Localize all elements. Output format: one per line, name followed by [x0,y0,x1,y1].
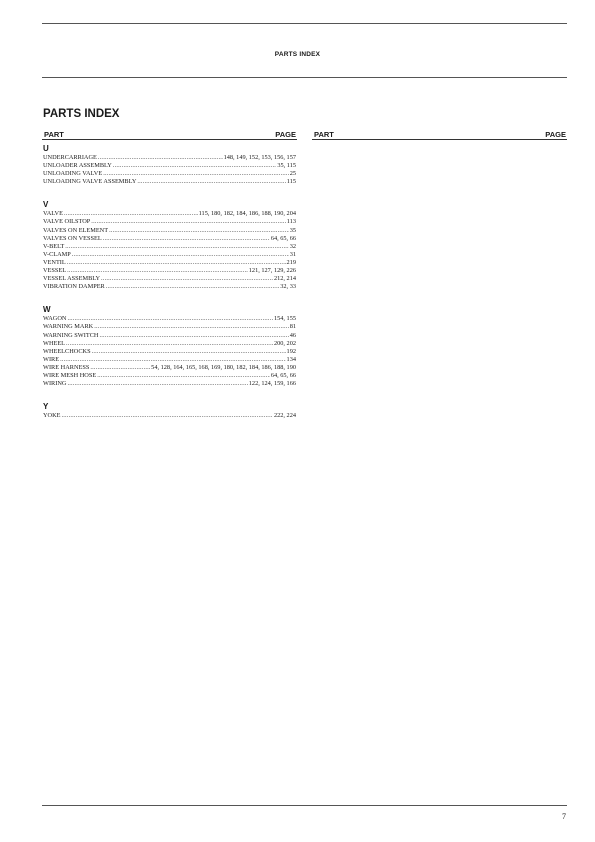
section-letter: Y [43,402,49,412]
index-entry [43,332,296,340]
dot-leader [67,380,247,388]
index-entry [43,210,296,218]
index-entry [43,348,296,356]
part-name: VALVE OILSTOP [43,218,91,226]
page-number: 7 [562,812,566,821]
page-column-label: PAGE [545,130,566,139]
page-refs: 192 [286,347,296,355]
part-name: WIRE HARNESS [43,363,90,371]
dot-leader [62,412,273,420]
part-name: YOKE [43,412,61,420]
index-entry [43,154,296,162]
index-entry [43,227,296,235]
page-refs: 31 [289,250,296,258]
section-gap [43,291,296,304]
part-name: WAGON [43,315,67,323]
part-name: WHEEL [43,339,66,347]
running-header-title: PARTS INDEX [274,51,321,58]
page-refs: 219 [286,258,296,266]
part-name: WIRE MESH HOSE [43,371,97,379]
dot-leader [103,235,270,243]
dot-leader [60,356,285,364]
right-column-header [312,130,567,140]
index-entry [43,315,296,323]
part-name: V-CLAMP [43,250,71,258]
part-name: WIRE [43,355,60,363]
page-refs: 154, 155 [273,315,296,323]
part-name: WARNING MARK [43,323,94,331]
dot-leader [94,323,289,331]
part-name: UNLOADER ASSEMBLY [43,162,112,170]
dot-leader [103,170,289,178]
page-refs: 25 [289,170,296,178]
index-section [43,304,296,388]
part-name: VALVES ON ELEMENT [43,226,109,234]
page-title: PARTS INDEX [43,108,120,120]
section-gap [43,186,296,199]
index-entry [43,412,296,420]
index-entry [43,235,296,243]
page-refs: 148, 149, 152, 153, 156, 157 [223,154,296,161]
page-refs: 54, 128, 164, 165, 168, 169, 180, 182, 184, 186, 188, 190 [151,363,296,371]
page-refs: 64, 65, 66 [270,371,296,379]
header-bottom-rule [42,77,567,78]
index-entry [43,259,296,267]
dot-leader [67,259,286,267]
dot-leader [64,210,198,218]
part-name: UNLOADING VALVE [43,170,103,178]
page-refs: 35 [289,226,296,234]
dot-leader [66,340,273,348]
dot-leader [91,218,285,226]
index-section [43,401,296,420]
dot-leader [137,178,285,186]
page-refs: 212, 214 [273,275,296,283]
page-refs: 113 [286,218,296,226]
part-name: UNLOADING VALVE ASSEMBLY [43,178,137,186]
dot-leader [97,372,270,380]
dot-leader [72,251,289,259]
header-top-rule [42,23,567,24]
dot-leader [67,315,273,323]
index-entry [43,162,296,170]
dot-leader [99,332,288,340]
section-gap [43,388,296,401]
index-entry [43,218,296,226]
part-name: VALVES ON VESSEL [43,234,102,242]
part-name: VENTIL [43,258,66,266]
part-name: WARNING SWITCH [43,331,99,339]
page-refs: 121, 127, 129, 226 [248,267,296,275]
index-section [43,199,296,291]
page-refs: 115 [286,178,296,186]
part-name: VIBRATION DAMPER [43,283,105,291]
page-refs: 32 [289,242,296,250]
index-list [43,143,296,420]
index-section [43,143,296,186]
index-entry [43,356,296,364]
page-refs: 32, 33 [280,283,296,291]
index-entry [43,323,296,331]
page-refs: 222, 224 [273,412,296,420]
index-entry [43,170,296,178]
section-letter: W [43,305,51,315]
left-column-header [42,130,297,140]
part-name: VALVE [43,210,63,218]
page-refs: 134 [286,355,296,363]
page-refs: 46 [289,331,296,339]
index-entry [43,267,296,275]
index-entry [43,283,296,291]
index-entry [43,372,296,380]
index-entry [43,178,296,186]
part-column-label: PART [314,130,334,139]
page-refs: 200, 202 [273,339,296,347]
index-entry [43,380,296,388]
part-name: V-BELT [43,242,65,250]
page-refs: 64, 65, 66 [270,234,296,242]
dot-leader [101,275,273,283]
index-entry [43,251,296,259]
section-letter: V [43,200,49,210]
index-entry [43,340,296,348]
dot-leader [92,348,286,356]
dot-leader [90,364,150,372]
dot-leader [67,267,248,275]
dot-leader [109,227,289,235]
index-entry [43,364,296,372]
part-name: VESSEL ASSEMBLY [43,275,101,283]
footer-rule [42,805,567,806]
dot-leader [65,243,288,251]
page-refs: 81 [289,323,296,331]
page-refs: 115, 180, 182, 184, 186, 188, 190, 204 [198,210,296,218]
page-refs: 35, 115 [277,162,296,170]
section-letter: U [43,144,49,153]
page-column-label: PAGE [275,130,296,139]
part-name: WIRING [43,380,67,388]
part-name: UNDERCARRIAGE [43,154,97,161]
dot-leader [106,283,280,291]
dot-leader [113,162,277,170]
dot-leader [98,154,223,162]
page-refs: 122, 124, 159, 166 [248,380,296,388]
index-entry [43,275,296,283]
part-name: WHEELCHOCKS [43,347,91,355]
part-column-label: PART [44,130,64,139]
part-name: VESSEL [43,267,67,275]
index-entry [43,243,296,251]
